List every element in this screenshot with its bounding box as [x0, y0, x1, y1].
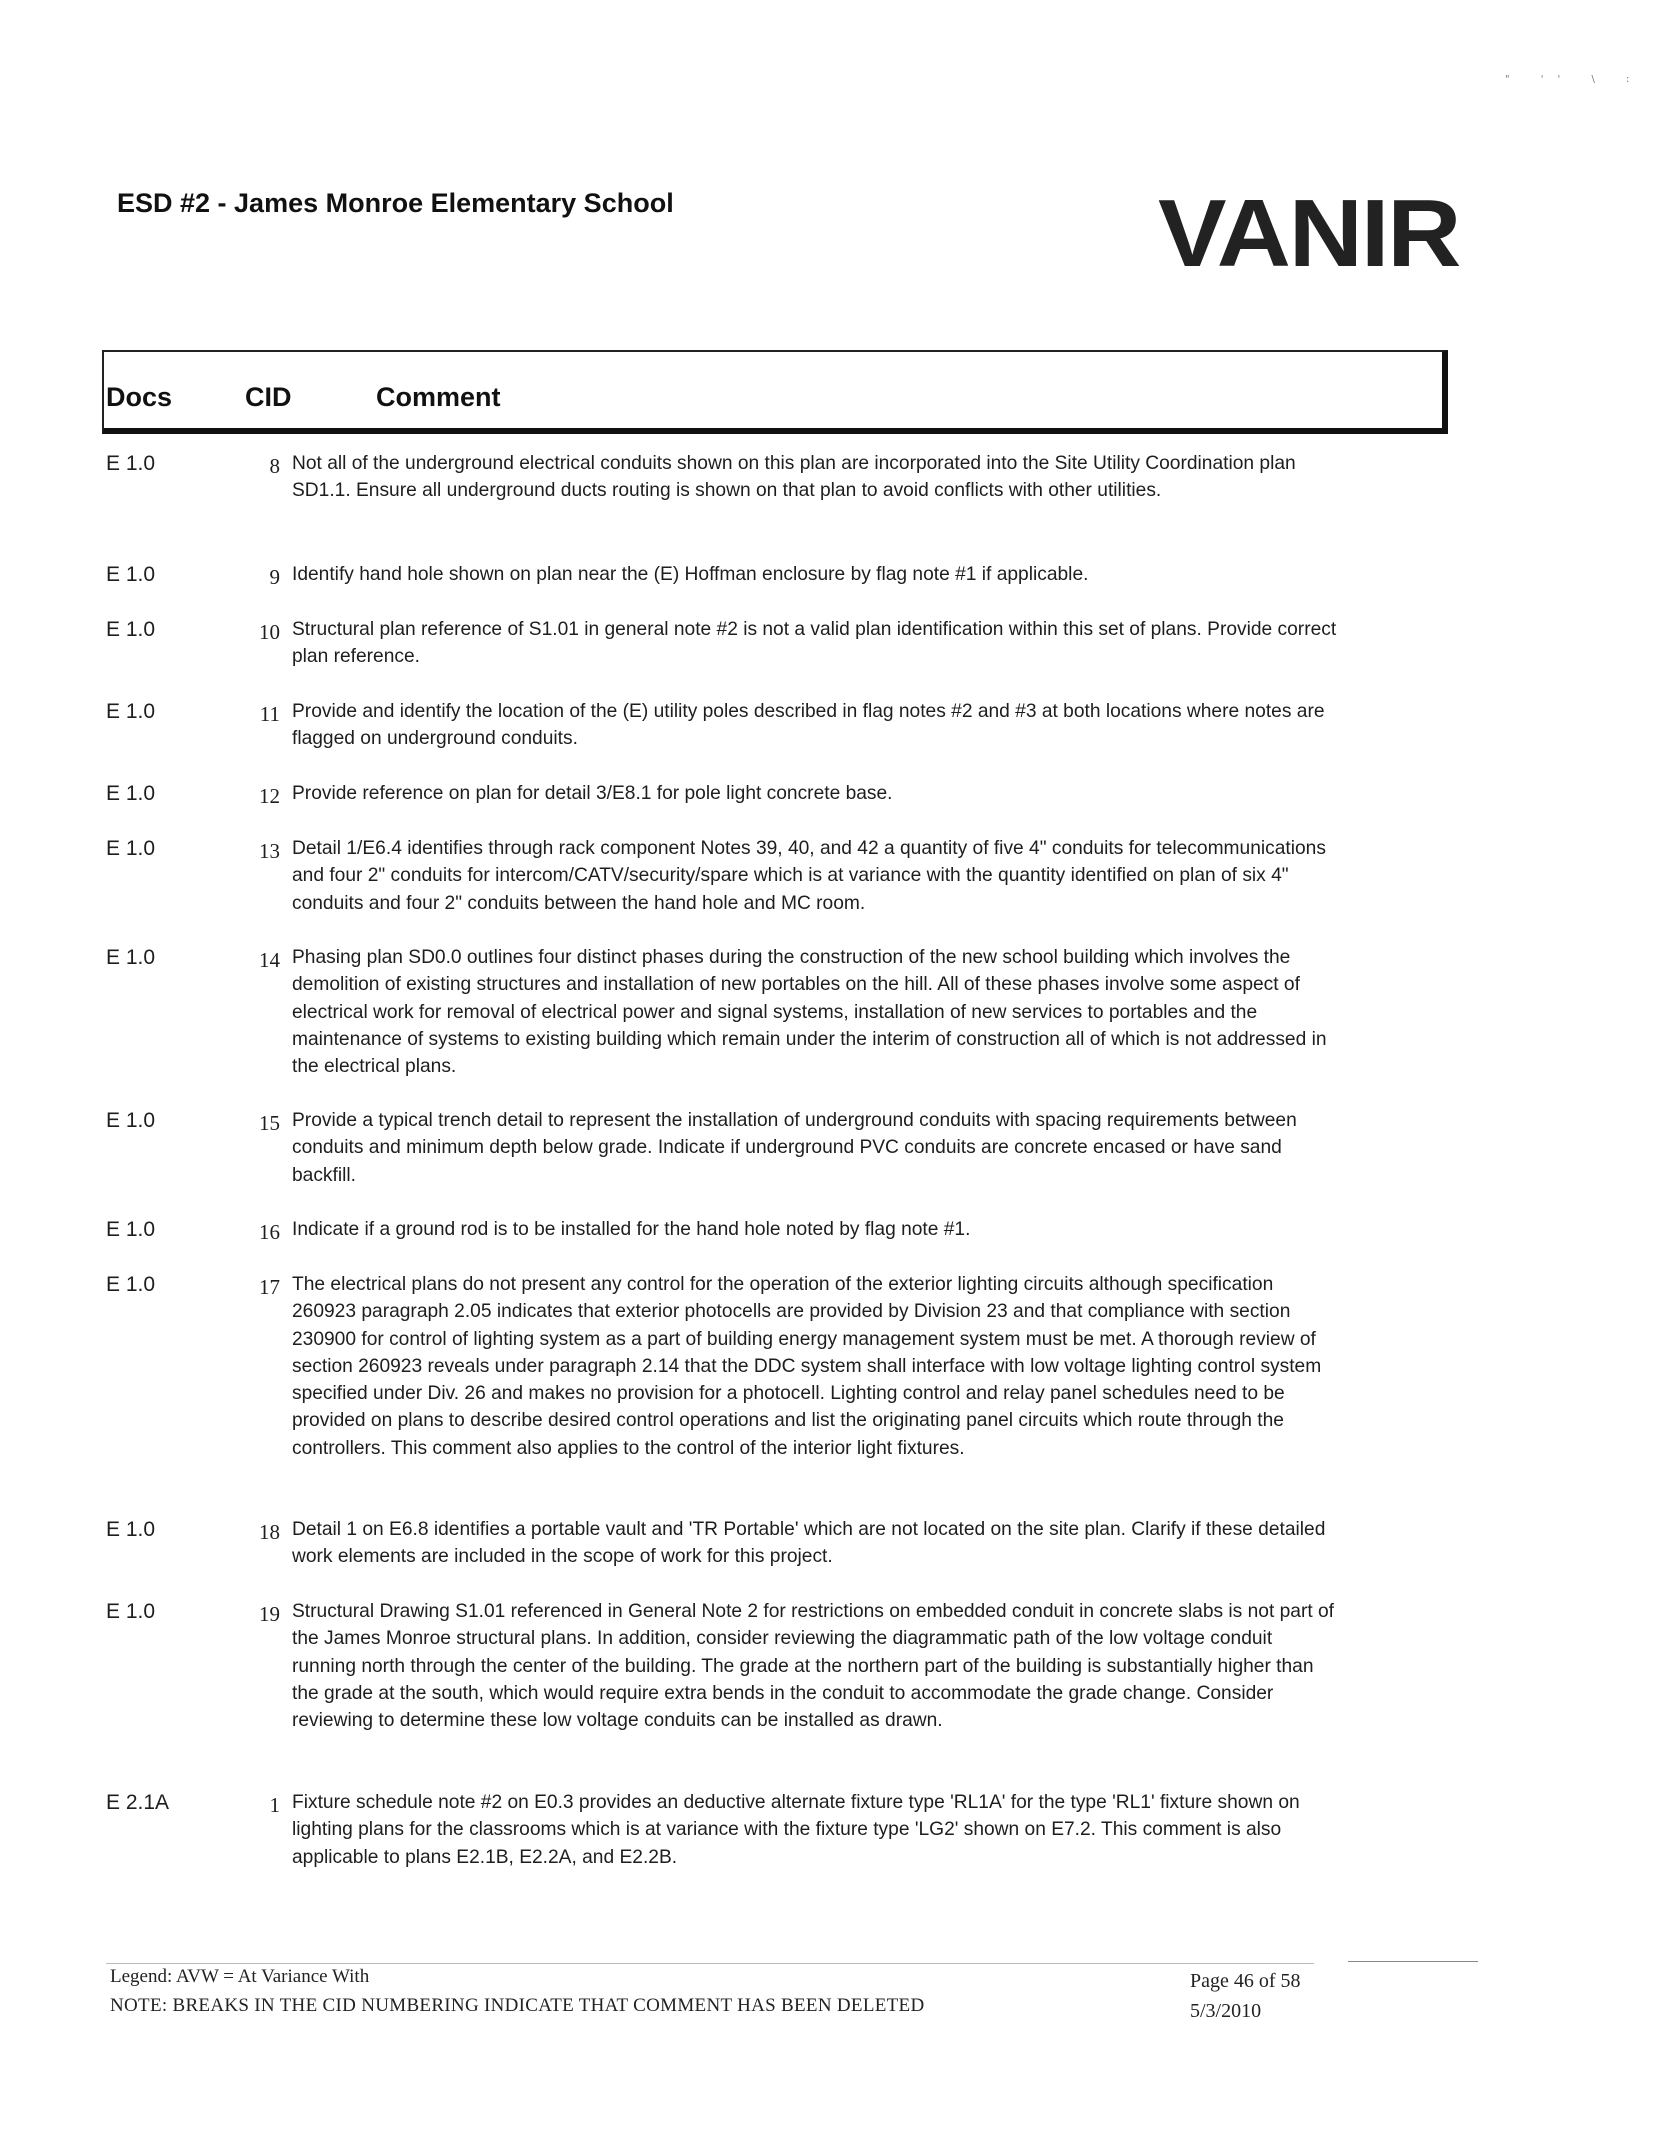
cid-cell: 16 [259, 1220, 280, 1244]
doc-cell: E 1.0 [106, 563, 156, 586]
doc-cell: E 2.1A [106, 1791, 170, 1814]
doc-cell: E 1.0 [106, 946, 156, 969]
comment-cell: Indicate if a ground rod is to be installed for the hand hole noted by flag note #1. [292, 1219, 971, 1240]
cid-cell: 1 [269, 1793, 280, 1817]
doc-cell: E 1.0 [106, 1273, 156, 1296]
cid-cell: 8 [269, 454, 280, 478]
doc-cell: E 1.0 [106, 452, 156, 475]
comment-cell: Fixture schedule note #2 on E0.3 provides an deductive alternate fixture type 'RL1A' for the type 'RL1' fixture shown on lighting plans for the classrooms which is at variance with the fixture type 'LG2' shown on E7.2. This comment is also applicable to plans E2.1B, E2.2A, and E2.2B. [292, 1792, 1300, 1868]
cid-cell: 12 [259, 784, 280, 808]
document-title: ESD #2 - James Monroe Elementary School [117, 188, 674, 218]
comment-cell: Provide reference on plan for detail 3/E8.1 for pole light concrete base. [292, 783, 893, 804]
cid-cell: 13 [259, 839, 280, 863]
cid-cell: 14 [259, 948, 280, 972]
comment-cell: Detail 1 on E6.8 identifies a portable vault and 'TR Portable' which are not located on the site plan. Clarify if these detailed work elements are included in the scope of work for this project. [292, 1519, 1326, 1568]
doc-cell: E 1.0 [106, 700, 156, 723]
doc-cell: E 1.0 [106, 1218, 156, 1241]
page-date: 5/3/2010 [1190, 2000, 1262, 2022]
doc-cell: E 1.0 [106, 1518, 156, 1541]
doc-cell: E 1.0 [106, 837, 156, 860]
comment-cell: Not all of the underground electrical conduits shown on this plan are incorporated into the Site Utility Coordination plan SD1.1. Ensure all underground ducts routing is shown on that plan to avoid conflicts with other utilities. [292, 453, 1296, 502]
scan-marks: " '' \ : [1505, 74, 1644, 85]
comment-cell: The electrical plans do not present any control for the operation of the exterior lighting circuits although specification 260923 paragraph 2.05 indicates that exterior photocells are provided by Division 23 and that compliance with section 230900 for control of lighting system as a part of building energy management system must be met. A thorough review of section 260923 reveals under paragraph 2.14 that the DDC system shall interface with low voltage lighting control system specified under Div. 26 and makes no provision for a photocell. Lighting control and relay panel schedules need to be provided on plans to describe desired control operations and list the originating panel circuits which route through the controllers. This comment also applies to the control of the interior light fixtures. [292, 1274, 1322, 1459]
doc-cell: E 1.0 [106, 782, 156, 805]
comment-cell: Provide a typical trench detail to represent the installation of underground conduits with spacing requirements between conduits and minimum depth below grade. Indicate if underground PVC conduits are concrete encased or have sand backfill. [292, 1110, 1297, 1186]
footer-legend: Legend: AVW = At Variance With [110, 1966, 370, 1987]
doc-cell: E 1.0 [106, 1600, 156, 1623]
column-header-cid: CID [245, 382, 292, 412]
doc-cell: E 1.0 [106, 1109, 156, 1132]
column-header-docs: Docs [106, 382, 173, 412]
cid-cell: 19 [259, 1602, 280, 1626]
cid-cell: 15 [259, 1111, 280, 1135]
footer-divider [106, 1963, 1314, 1964]
comment-cell: Structural plan reference of S1.01 in general note #2 is not a valid plan identification within this set of plans. Provide correct plan reference. [292, 619, 1337, 668]
footer-divider-right [1348, 1961, 1478, 1962]
footer-note: NOTE: BREAKS IN THE CID NUMBERING INDICATE THAT COMMENT HAS BEEN DELETED [110, 1995, 925, 2016]
vanir-logo: VANIR [1158, 180, 1460, 287]
cid-cell: 9 [269, 565, 280, 589]
page-number: Page 46 of 58 [1190, 1970, 1301, 1992]
comment-cell: Phasing plan SD0.0 outlines four distinct phases during the construction of the new school building which involves the demolition of existing structures and installation of new portables on the hill. All of these phases involve some aspect of electrical work for removal of electrical power and signal systems, installation of new services to portables and the maintenance of systems to existing building which remain under the interim of construction all of which is not addressed in the electrical plans. [292, 947, 1327, 1078]
cid-cell: 18 [259, 1520, 280, 1544]
doc-cell: E 1.0 [106, 618, 156, 641]
table-header [102, 350, 1448, 434]
comment-cell: Provide and identify the location of the (E) utility poles described in flag notes #2 and #3 at both locations where notes are flagged on underground conduits. [292, 701, 1325, 750]
comment-cell: Identify hand hole shown on plan near the (E) Hoffman enclosure by flag note #1 if applicable. [292, 564, 1089, 585]
cid-cell: 11 [259, 702, 280, 726]
comment-cell: Detail 1/E6.4 identifies through rack component Notes 39, 40, and 42 a quantity of five 4" conduits for telecommunications and four 2" conduits for intercom/CATV/security/spare which is at variance with the quantity identified on plan of six 4" conduits and four 2" conduits between the hand hole and MC room. [292, 838, 1326, 914]
cid-cell: 10 [259, 620, 280, 644]
comment-cell: Structural Drawing S1.01 referenced in General Note 2 for restrictions on embedded conduit in concrete slabs is not part of the James Monroe structural plans. In addition, consider reviewing the diagrammatic path of the low voltage conduit running north through the center of the building. The grade at the northern part of the building is substantially higher than the grade at the south, which would require extra bends in the conduit to accommodate the grade change. Consider reviewing to determine these low voltage conduits can be installed as drawn. [292, 1601, 1335, 1732]
cid-cell: 17 [259, 1275, 280, 1299]
column-header-comment: Comment [376, 382, 501, 412]
